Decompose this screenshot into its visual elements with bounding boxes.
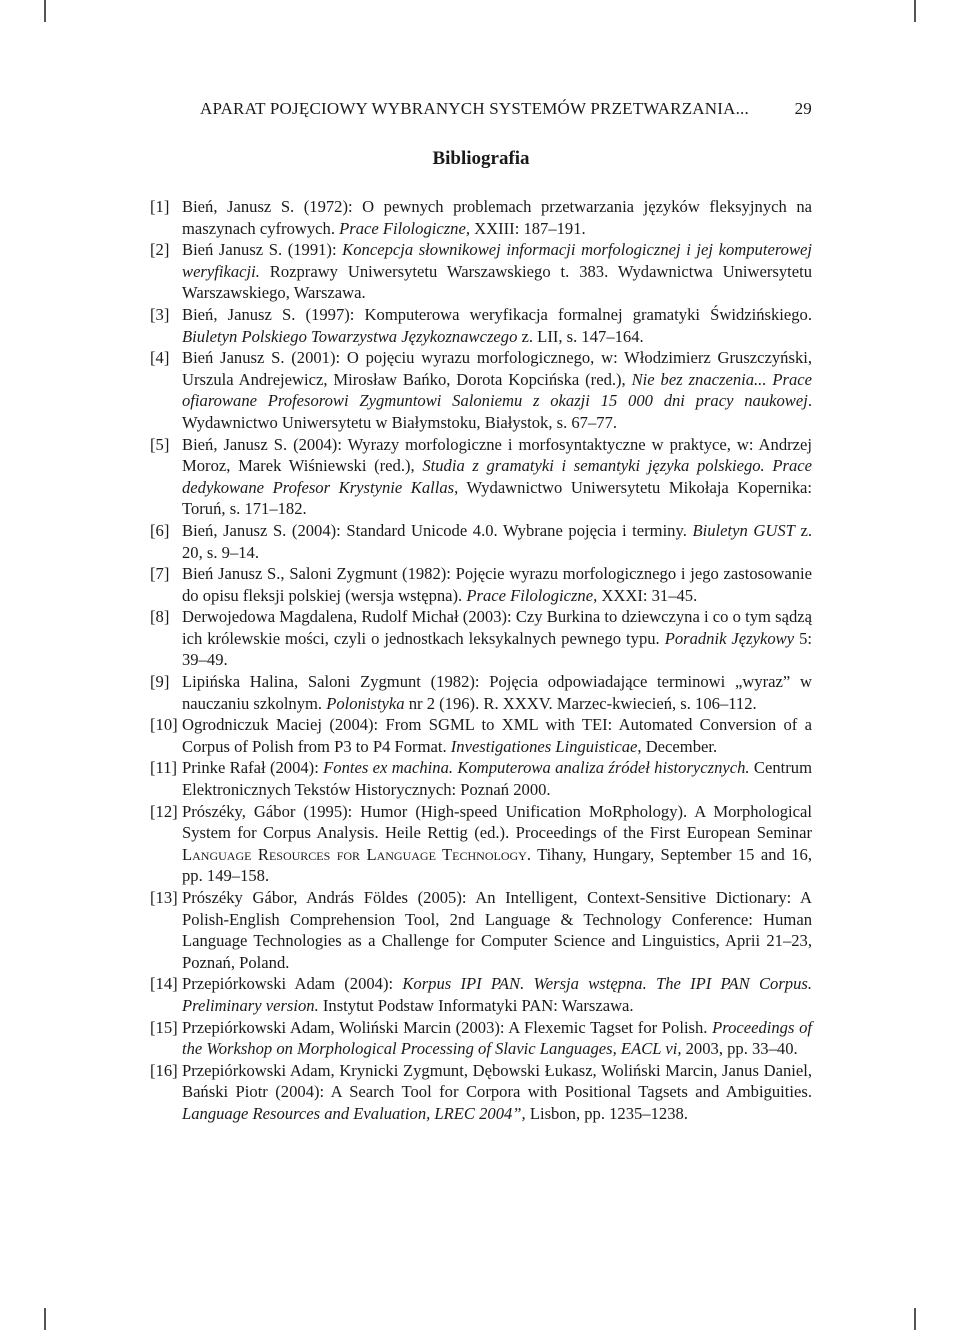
entry-italic-text: Prace Filologiczne, [466,585,598,605]
bibliography-entry [150,196,812,239]
entry-number: [9] [150,672,170,692]
entry-italic-text: Proceedings of the Workshop on Morphological Processing of Slavic Languages, EACL vi, [182,1017,812,1059]
bibliography-entry [150,520,812,563]
bibliography-entry [150,757,812,800]
entry-text-segment: Przepiórkowski Adam, Woliński Marcin (2003): A Flexemic Tagset for Polish. [182,1017,713,1037]
entry-text [182,606,812,671]
entry-text [182,304,812,347]
entry-italic-text: Polonistyka [326,693,405,713]
entry-text-segment: Centrum Elektronicznych Tekstów Historycznych: Poznań 2000. [182,758,812,800]
entry-text-segment: Bień Janusz S. (1991): [182,240,343,260]
entry-text-segment: Lipińska Halina, Saloni Zygmunt (1982): Pojęcia odpowiadające terminowi „wyraz” w nauczaniu szkolnym. [182,672,812,713]
bibliography-entry [150,1017,812,1060]
entry-number: [10] [150,715,178,735]
entry-text-segment: z. 20, s. 9–14. [182,520,812,562]
bibliography-entry [150,563,812,606]
entry-number: [5] [150,434,170,454]
entry-text-segment: Bień, Janusz S. (2004): Standard Unicode 4.0. Wybrane pojęcia i terminy. [182,520,693,540]
entry-text-segment: Bień Janusz S., Saloni Zygmunt (1982): Pojęcie wyrazu morfologicznego i jego zastosowanie do opisu fleksji polskiej (wersja wstępna). [182,564,812,605]
entry-italic-text: Nie bez znaczenia... Prace ofiarowane Profesorowi Zygmuntowi Saloniemu z okazji 15 000 dni pracy naukowej [182,369,812,411]
entry-italic-text: Biuletyn GUST [692,520,795,540]
entry-text [182,757,812,800]
entry-number: [15] [150,1017,178,1037]
section-title: Bibliografia [432,148,530,169]
entry-number: [16] [150,1060,178,1080]
entry-number: [8] [150,607,170,627]
entry-text-segment: Prinke Rafał (2004): [182,758,324,778]
entry-number: [11] [150,758,178,778]
entry-number: [7] [150,564,170,584]
entry-text [182,714,812,757]
entry-text-segment: Przepiórkowski Adam, Krynicki Zygmunt, Dębowski Łukasz, Woliński Marcin, Janus Daniel, Bański Piotr (2004): A Search Tool for Corpora with Positional Tagsets and Ambiguities. [182,1060,812,1102]
entry-text-segment: Derwojedowa Magdalena, Rudolf Michał (2003): Czy Burkina to dziewczyna i co o tym sądzą ich królewskie mości, czyli o jednostkach leksykalnych pewnego typu. [182,607,812,648]
bibliography-entry [150,606,812,671]
bibliography-entry [150,887,812,973]
entry-number: [2] [150,240,170,260]
running-header [200,99,812,119]
entry-text-segment: , December. [637,736,718,756]
entry-number: [3] [150,304,170,324]
entry-italic-text: Studia z gramatyki i semantyki języka polskiego. Prace dedykowane Profesor Krystynie Kallas [182,456,812,497]
entry-italic-text: Prace Filologiczne, [339,218,470,238]
entry-text-segment: . Tihany, Hungary, September 15 and 16, pp. 149–158. [182,844,812,886]
entry-italic-text: Biuletyn Polskiego Towarzystwa Językoznawczego [182,326,518,346]
entry-text-segment: 2003, pp. 33–40. [681,1039,798,1059]
entry-text-segment: Language Resources for Language Technology [182,844,527,864]
bibliography-entry [150,239,812,304]
bibliography-entry [150,714,812,757]
bibliography-entry [150,304,812,347]
entry-text [182,973,812,1016]
entry-italic-text: Fontes ex machina. Komputerowa analiza źródeł historycznych. [323,758,750,778]
bibliography-entry [150,347,812,433]
entry-text-segment: nr 2 (196). R. XXXV. Marzec-kwiecień, s. 106–112. [404,693,757,713]
entry-text-segment: Przepiórkowski Adam (2004): [182,974,403,994]
entry-text-segment: Instytut Podstaw Informatyki PAN: Warszawa. [318,995,634,1015]
entry-number: [4] [150,348,170,368]
entry-text [182,347,812,433]
entry-italic-text: Korpus IPI PAN. Wersja wstępna. The IPI PAN Corpus. Preliminary version. [182,974,812,1015]
crop-mark-top-right [914,0,916,22]
bibliography-entry [150,671,812,714]
entry-text-segment: . Wydawnictwo Uniwersytetu w Białymstoku, Białystok, s. 67–77. [182,391,812,432]
entry-text-segment: XXIII: 187–191. [470,218,586,238]
entry-text [182,801,812,887]
entry-text-segment: Bień Janusz S. (2001): O pojęciu wyrazu morfologicznego, w: Włodzimierz Gruszczyński, Urszula Andrejewicz, Mirosław Bańko, Dorota Kopcińska (red.), [182,348,812,389]
entry-number: [6] [150,520,170,540]
entry-text [182,520,812,563]
entry-text [182,239,812,304]
entry-text-segment: 5: 39–49. [182,628,812,670]
entry-text-segment: Bień, Janusz S. (1997): Komputerowa weryfikacja formalnej gramatyki Świdzińskiego. [182,304,812,324]
entry-text-segment: Ogrodniczuk Maciej (2004): From SGML to XML with TEI: Automated Conversion of a Corpus of Polish from P3 to P4 Format. [182,715,812,756]
entry-text-segment: Prószéky, Gábor (1995): Humor (High-speed Unification MoRphology). A Morphological System for Corpus Analysis. Heile Rettig (ed.). Proceedings of the First European Seminar [182,801,812,843]
entry-text-segment: Bień, Janusz S. (2004): Wyrazy morfologiczne i morfosyntaktyczne w praktyce, w: Andrzej Moroz, Marek Wiśniewski (red.), [182,434,812,476]
entry-text [182,196,812,239]
entry-italic-text: Investigationes Linguisticae [450,736,638,756]
entry-number: [1] [150,197,170,216]
entry-text-segment: Bień, Janusz S. (1972): O pewnych problemach przetwarzania języków fleksyjnych na maszynach cyfrowych. [182,197,812,238]
entry-text [182,563,812,606]
bibliography-entry [150,434,812,520]
bibliography-entry [150,801,812,887]
entry-text-segment: XXXI: 31–45. [597,585,698,605]
entry-text [182,887,812,973]
entry-number: [13] [150,888,178,907]
entry-text-segment: Prószéky Gábor, András Földes (2005): An Intelligent, Context-Sensitive Dictionary: A Polish-English Comprehension Tool, 2nd Language & Technology Conference: Human Language Technologies as a Challenge for Computer Science and Linguistics, Aprii 21–23, Poznań, Poland. [182,888,812,972]
crop-mark-top-left [44,0,46,22]
entry-text [182,671,812,714]
entry-text-segment: , Wydawnictwo Uniwersytetu Mikołaja Kopernika: Toruń, s. 171–182. [182,477,813,519]
entry-italic-text: Poradnik Językowy [664,628,795,648]
entry-number: [12] [150,801,178,821]
running-title: APARAT POJĘCIOWY WYBRANYCH SYSTEMÓW PRZETWARZANIA... [200,99,749,118]
entry-italic-text: Koncepcja słownikowej informacji morfologicznej i jej komputerowej weryfikacji. [182,240,812,281]
bibliography-entry [150,973,812,1016]
bibliography-entry [150,1060,812,1125]
bibliography-list [150,196,812,1125]
crop-mark-bottom-left [44,1308,46,1330]
entry-italic-text: Language Resources and Evaluation, LREC 2004”, [182,1103,526,1123]
crop-mark-bottom-right [914,1308,916,1330]
entry-number: [14] [150,974,178,994]
entry-text-segment: z. LII, s. 147–164. [517,326,644,346]
entry-text-segment: Rozprawy Uniwersytetu Warszawskiego t. 383. Wydawnictwa Uniwersytetu Warszawskiego, Warszawa. [182,261,812,303]
entry-text [182,434,812,520]
entry-text [182,1017,812,1060]
page-number: 29 [794,99,812,118]
entry-text [182,1060,812,1125]
entry-text-segment: Lisbon, pp. 1235–1238. [525,1103,688,1123]
